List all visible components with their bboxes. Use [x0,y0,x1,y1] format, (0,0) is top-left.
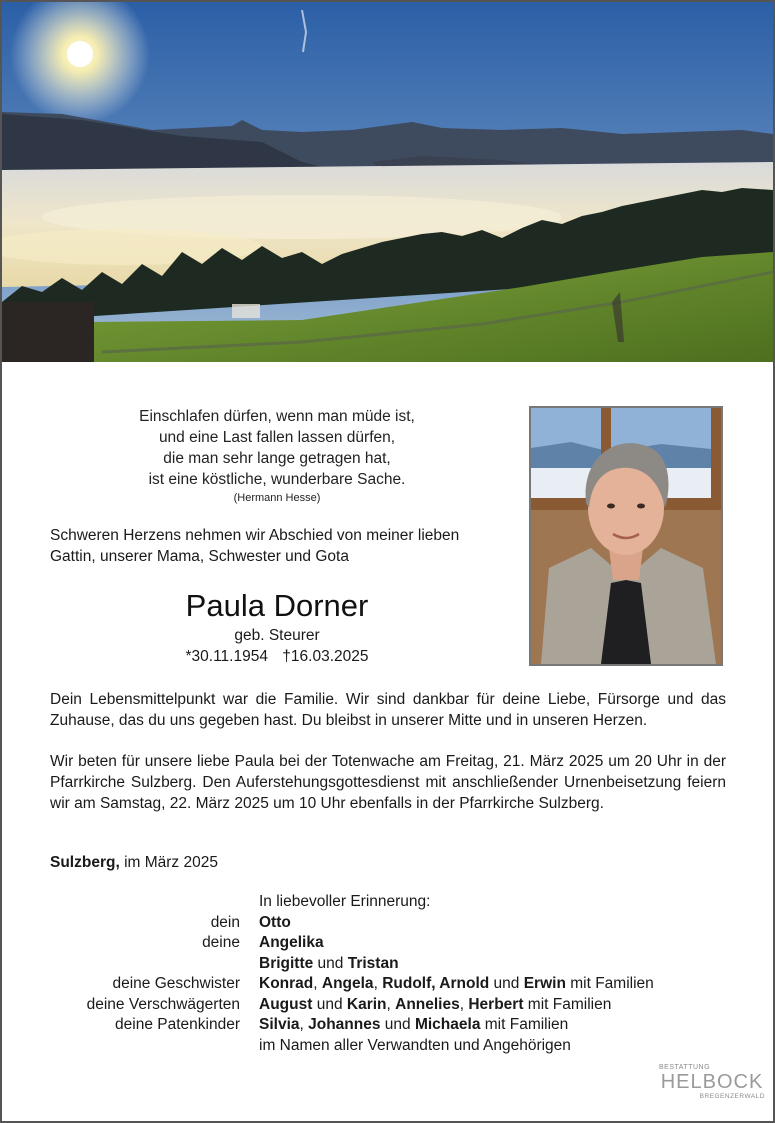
mourner-name: Michaela [414,1016,481,1033]
mourner-name: Silvia [259,1016,300,1033]
portrait-image [531,408,721,664]
intro-line: Schweren Herzens nehmen wir Abschied von meiner lieben [50,527,460,544]
logo-bottom-text: BREGENZERWALD [699,1093,765,1100]
mourner-names [259,933,773,954]
mourner-row [2,954,773,975]
place-date [50,852,218,873]
mourner-names [259,1015,773,1036]
quote-author: (Hermann Hesse) [233,492,321,504]
mourner-name: Brigitte [259,954,314,972]
mourner-connector: mit Familien [480,1016,569,1033]
mourner-connector: , [299,1016,309,1033]
quote-line: Einschlafen dürfen, wenn man müde ist, [139,408,415,425]
mourner-connector: und [312,995,347,1013]
mourner-row [2,933,773,954]
mourner-name: Johannes [308,1016,381,1033]
mourner-relation: deine Geschwister [112,975,240,992]
mourner-row [2,1015,773,1036]
mourner-row [2,913,773,934]
mourner-connector: im Namen aller Verwandten und Angehörigen [259,1036,571,1054]
portrait-photo [529,406,723,666]
mourner-relation [2,1036,259,1057]
mourner-relation: deine [202,934,240,951]
mourner-name: Tristan [347,954,399,972]
place-date-text: im März 2025 [124,854,218,871]
mourner-connector: und [489,975,524,992]
deceased-name: Paula Dorner [185,588,369,623]
place-town: Sulzberg, [50,854,120,871]
intro-line: Gattin, unserer Mama, Schwester und Gota [50,548,349,565]
mourner-names [259,1036,773,1057]
mourner-name: Angela [321,975,374,992]
mourner-names [259,974,773,995]
mourner-name: Otto [259,913,291,931]
mourner-connector: und [313,954,348,972]
intro-text [50,525,520,567]
mourner-connector: , [313,975,322,992]
mourner-connector: mit Familien [523,995,612,1013]
mourner-name: Herbert [468,995,524,1013]
mourner-name: Angelika [259,934,324,951]
funeral-home-logo [657,1064,767,1108]
landscape-image [2,2,773,362]
mourner-names [259,913,773,934]
service-paragraph: Wir beten für unsere liebe Paula bei der Totenwache am Freitag, 21. März 2025 um 20 Uhr in der Pfarrkirche Sulzberg. Den Auferstehungsgottesdienst mit anschließender Urnenbeisetzung feiern wir am Samstag, 22. März 2025 um 10 Uhr ebenfalls in der Pfarrkirche Sulzberg. [50,753,726,812]
mourner-name: Rudolf, Arnold [382,975,490,992]
mourner-row [2,974,773,995]
mourner-relation [2,954,259,975]
mourner-name: Konrad [259,975,314,992]
mourners-list [2,892,773,1056]
family-paragraph: Dein Lebensmittelpunkt war die Familie. Wir sind dankbar für deine Liebe, Fürsorge und das Zuhause, das du uns gegeben hast. Du bleibst in unserer Mitte und in unseren Herzen. [50,691,726,729]
mourner-name: Annelies [395,995,460,1013]
mourner-row [2,995,773,1016]
mourner-connector: mit Familien [565,975,654,992]
quote-line: die man sehr lange getragen hat, [163,450,391,467]
landscape-banner [2,2,773,362]
mourners-heading: In liebevoller Erinnerung: [259,893,431,910]
quote-block [62,406,492,505]
mourner-relation: deine Verschwägerten [86,995,240,1013]
mourner-connector: , [386,995,396,1013]
quote-line: und eine Last fallen lassen dürfen, [158,429,396,446]
birth-date: *30.11.1954 [185,648,268,665]
mourner-names [259,995,773,1016]
mourner-name: Karin [346,995,387,1013]
mourner-connector: , [373,975,383,992]
death-date: †16.03.2025 [282,648,369,665]
mourner-row [2,1036,773,1057]
mourner-connector: , [459,995,469,1013]
mourner-connector: und [380,1016,415,1033]
birth-name: geb. Steurer [234,627,320,644]
mourner-name: Erwin [523,975,566,992]
mourner-name: August [259,995,313,1013]
mourner-relation: dein [210,913,240,931]
mourner-relation: deine Patenkinder [115,1016,240,1033]
life-dates [62,647,492,667]
logo-main-text: HELBOCK [660,1071,764,1093]
logo-top-text: BESTATTUNG [659,1064,711,1071]
mourner-names [259,954,773,975]
mourners-heading-row [2,892,773,913]
quote-line: ist eine köstliche, wunderbare Sache. [148,471,406,488]
